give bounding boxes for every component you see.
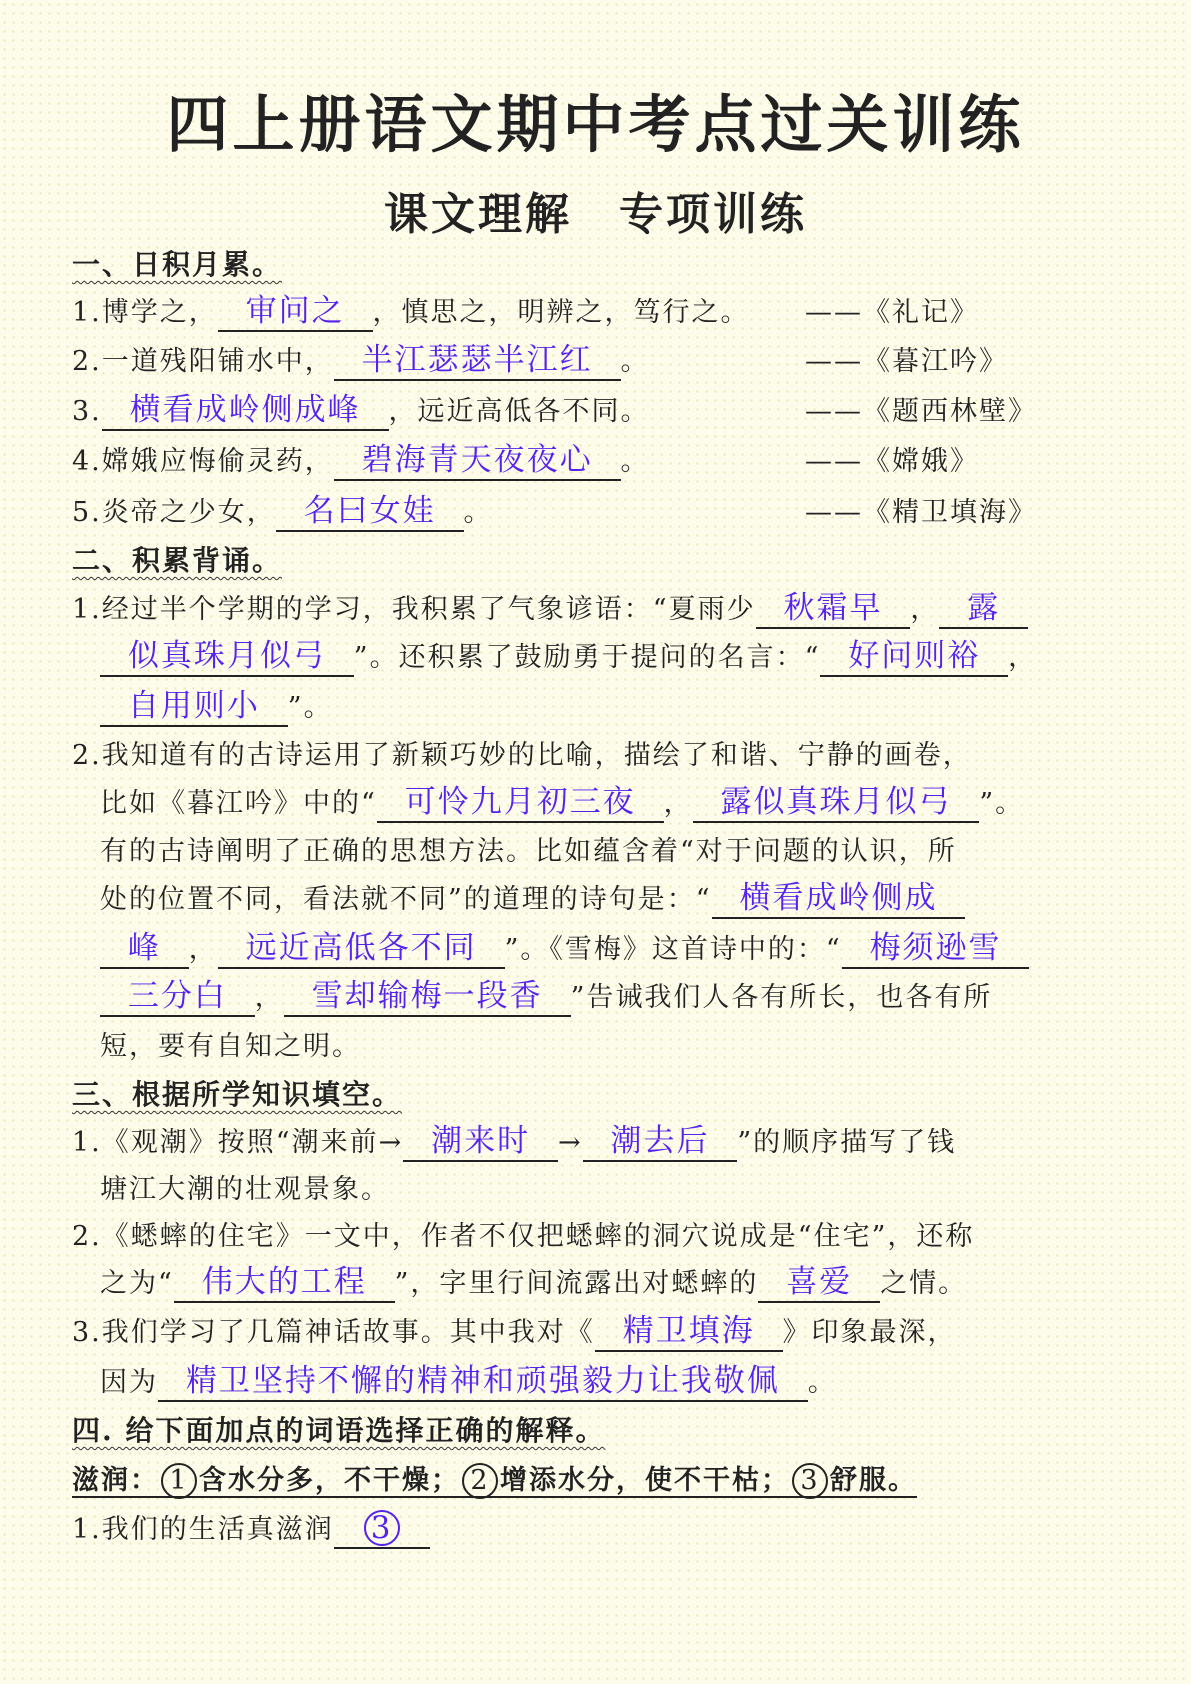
- text-line: [100, 928, 1029, 972]
- answer-blank[interactable]: [334, 1509, 430, 1549]
- text-line: [72, 440, 650, 484]
- question-text: 2.我知道有的古诗运用了新颖巧妙的比喻，描绘了和谐、宁静的画卷，: [72, 740, 972, 771]
- definition-text: [72, 1465, 917, 1498]
- text-line: [72, 491, 493, 535]
- question-text: 。: [620, 346, 650, 377]
- text-line: [72, 1121, 956, 1165]
- question-text: 3.: [72, 396, 102, 427]
- question-text: 2.一道残阳铺水中，: [72, 346, 334, 377]
- question-text: ”。: [979, 788, 1025, 819]
- answer-blank[interactable]: 喜爱: [758, 1263, 880, 1303]
- question-text: 处的位置不同，看法就不同”的道理的诗句是：“: [100, 884, 712, 915]
- question-text: ”告诫我们人各有所长，也各有所: [570, 982, 993, 1013]
- section-heading: 四. 给下面加点的词语选择正确的解释。: [72, 1414, 606, 1447]
- text-line: [72, 243, 282, 287]
- text-line: [72, 1073, 402, 1117]
- text-line: [72, 588, 1028, 632]
- answer-blank[interactable]: 精卫坚持不懈的精神和顽强毅力让我敬佩: [158, 1362, 808, 1402]
- answer-blank[interactable]: 梅须逊雪: [842, 929, 1030, 969]
- answer-blank[interactable]: 露似真珠月似弓: [693, 783, 980, 823]
- answer-blank[interactable]: 潮来时: [403, 1122, 558, 1162]
- text-line: [100, 636, 1037, 680]
- question-text: 4.嫦娥应悔偷灵药，: [72, 446, 334, 477]
- question-text: 。: [620, 446, 650, 477]
- answer-blank[interactable]: 伟大的工程: [174, 1263, 395, 1303]
- question-text: 之情。: [880, 1268, 968, 1299]
- question-text: 塘江大潮的壮观景象。: [100, 1174, 390, 1205]
- question-text: ，: [254, 982, 284, 1013]
- text-line: [100, 878, 965, 922]
- option-number: 3: [792, 1463, 828, 1499]
- option-number: 2: [462, 1463, 498, 1499]
- question-text: ”的顺序描写了钱: [737, 1127, 957, 1158]
- page-subtitle: 课文理解 专项训练: [384, 189, 807, 240]
- text-line: [100, 1025, 361, 1069]
- question-text: ，远近高低各不同。: [388, 396, 650, 427]
- answer-blank[interactable]: 横看成岭侧成: [712, 879, 966, 919]
- question-text: 1.《观潮》按照“潮来前→: [72, 1127, 404, 1158]
- section-heading: 二、积累背诵。: [72, 544, 283, 577]
- answer-blank[interactable]: 远近高低各不同: [218, 929, 505, 969]
- text-line: [100, 1361, 837, 1405]
- option-text: 含水分多，不干燥；: [199, 1465, 460, 1496]
- question-text: ，: [188, 934, 218, 965]
- answer-blank[interactable]: 审问之: [218, 292, 373, 332]
- text-line: [100, 782, 1024, 826]
- text-line: [72, 340, 650, 384]
- answer-blank[interactable]: 潮去后: [583, 1122, 738, 1162]
- question-text: 1.我们的生活真滋润: [72, 1514, 334, 1545]
- text-line: [72, 1215, 974, 1259]
- answer-blank[interactable]: 好问则裕: [820, 637, 1008, 677]
- page-title: 四上册语文期中考点过关训练: [166, 88, 1025, 161]
- answer-blank[interactable]: 峰: [100, 929, 189, 969]
- source-attribution: ——《精卫填海》: [805, 497, 1037, 528]
- question-text: 有的古诗阐明了正确的思想方法。比如蕴含着“对于问题的认识，所: [100, 836, 957, 867]
- text-line: [72, 291, 750, 335]
- source-attribution: ——《嫦娥》: [805, 446, 979, 477]
- option-text: 舒服。: [830, 1465, 917, 1496]
- text-line: [100, 976, 992, 1020]
- text-line: [100, 1262, 967, 1306]
- question-text: ”。: [287, 692, 333, 723]
- question-text: 》印象最深，: [782, 1317, 957, 1348]
- text-line: [72, 1311, 957, 1355]
- text-line: [100, 830, 957, 874]
- answer-blank[interactable]: 自用则小: [100, 687, 288, 727]
- option-number: 1: [161, 1463, 197, 1499]
- answer-blank[interactable]: 露: [939, 589, 1028, 629]
- text-line: [72, 539, 282, 583]
- source-attribution: ——《暮江吟》: [805, 346, 1008, 377]
- question-text: ，: [663, 788, 693, 819]
- question-text: ，: [1008, 642, 1038, 673]
- question-text: 之为“: [100, 1268, 174, 1299]
- answer-blank[interactable]: 可怜九月初三夜: [377, 783, 664, 823]
- text-line: [72, 1409, 606, 1453]
- answer-blank[interactable]: 碧海青天夜夜心: [334, 441, 621, 481]
- question-text: 1.经过半个学期的学习，我积累了气象谚语：“夏雨少: [72, 594, 756, 625]
- answer-blank[interactable]: 名曰女娃: [276, 492, 464, 532]
- question-text: 因为: [100, 1367, 158, 1398]
- section-heading: 一、日积月累。: [72, 248, 283, 281]
- question-text: 3.我们学习了几篇神话故事。其中我对《: [72, 1317, 595, 1348]
- question-text: ”。还积累了鼓励勇于提问的名言：“: [353, 642, 821, 673]
- definition-word: 滋润：: [72, 1465, 159, 1496]
- answer-blank[interactable]: 雪却输梅一段香: [284, 977, 571, 1017]
- question-text: 1.博学之，: [72, 297, 218, 328]
- source-attribution: ——《礼记》: [805, 297, 979, 328]
- question-text: 。: [807, 1367, 837, 1398]
- question-text: ，慎思之，明辨之，笃行之。: [372, 297, 750, 328]
- answer-circle: 3: [364, 1510, 400, 1546]
- text-line: [100, 686, 333, 730]
- answer-blank[interactable]: 精卫填海: [595, 1312, 783, 1352]
- option-text: 增添水分，使不干枯；: [500, 1465, 790, 1496]
- section-heading: 三、根据所学知识填空。: [72, 1078, 403, 1111]
- question-line: [72, 1508, 430, 1552]
- text-line: [72, 734, 972, 778]
- question-text: 短，要有自知之明。: [100, 1031, 361, 1062]
- answer-blank[interactable]: 横看成岭侧成峰: [102, 391, 389, 431]
- definition-line: [72, 1459, 917, 1503]
- question-text: ”，字里行间流露出对蟋蟀的: [394, 1268, 759, 1299]
- question-text: →: [557, 1127, 583, 1158]
- question-text: 比如《暮江吟》中的“: [100, 788, 377, 819]
- text-line: [72, 390, 650, 434]
- question-text: ，: [910, 594, 940, 625]
- answer-blank[interactable]: 似真珠月似弓: [100, 637, 354, 677]
- question-text: ”。《雪梅》这首诗中的：“: [504, 934, 842, 965]
- question-text: 。: [463, 497, 493, 528]
- source-attribution: ——《题西林壁》: [805, 396, 1037, 427]
- answer-blank[interactable]: 半江瑟瑟半江红: [334, 341, 621, 381]
- question-text: 5.炎帝之少女，: [72, 497, 276, 528]
- answer-blank[interactable]: 三分白: [100, 977, 255, 1017]
- text-line: [100, 1168, 390, 1212]
- question-text: 2.《蟋蟀的住宅》一文中，作者不仅把蟋蟀的洞穴说成是“住宅”，还称: [72, 1221, 975, 1252]
- answer-blank[interactable]: 秋霜早: [756, 589, 911, 629]
